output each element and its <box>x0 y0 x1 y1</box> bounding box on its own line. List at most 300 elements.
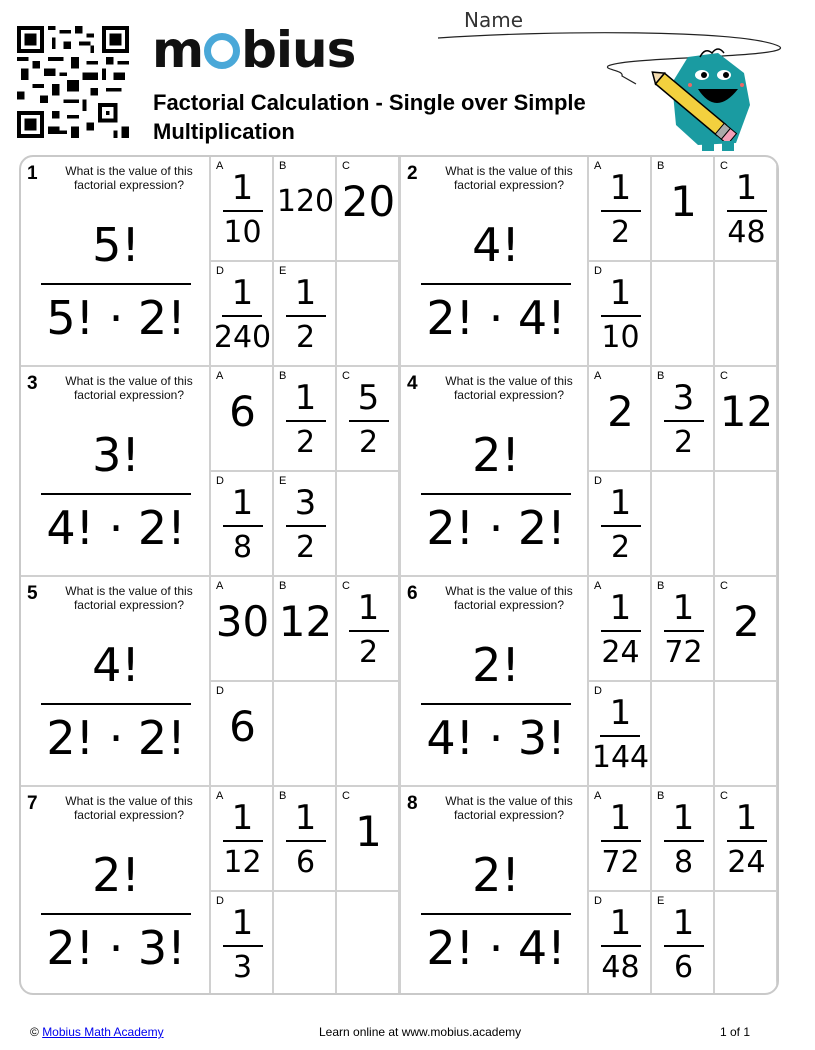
fraction-bar <box>421 283 571 285</box>
fraction-bar <box>41 493 191 495</box>
answer-denominator: 2 <box>358 424 379 460</box>
name-label: Name <box>464 8 524 32</box>
question-text: What is the value of this factorial expression? <box>445 164 573 192</box>
worksheet-title: Factorial Calculation - Single over Simple Multiplication <box>153 90 586 144</box>
empty-answer-cell <box>337 472 400 577</box>
empty-answer-cell <box>715 892 778 995</box>
answer-option-b[interactable] <box>652 157 715 262</box>
answer-numerator: 1 <box>609 902 632 943</box>
answer-numerator: 1 <box>735 167 758 208</box>
answer-numerator: 1 <box>609 482 632 523</box>
answer-content <box>715 787 778 892</box>
answer-letter: B <box>279 790 287 802</box>
empty-answer-cell <box>715 682 778 787</box>
expression-denominator: 2! · 4! <box>426 921 566 975</box>
answer-denominator: 3 <box>232 949 253 985</box>
mobius-logo <box>152 22 355 78</box>
fraction-bar <box>41 913 191 915</box>
fraction-bar <box>600 735 640 737</box>
answer-numerator: 1 <box>231 167 254 208</box>
answer-letter: D <box>216 895 224 907</box>
question-cell <box>399 367 589 577</box>
answer-value: 20 <box>341 177 396 226</box>
answer-value: 120 <box>276 184 335 219</box>
answer-content <box>652 892 715 995</box>
answer-denominator: 6 <box>673 949 694 985</box>
expression-denominator: 4! · 2! <box>46 501 186 555</box>
problem-7 <box>21 787 401 995</box>
answer-option-b[interactable] <box>274 367 337 472</box>
answer-fraction <box>223 483 263 567</box>
answer-value: 1 <box>670 177 697 226</box>
answer-option-d[interactable] <box>589 682 652 787</box>
answer-value: 2 <box>733 597 760 646</box>
answer-content <box>337 367 400 472</box>
answer-fraction <box>286 798 326 882</box>
question-text: What is the value of this factorial expression? <box>65 584 193 612</box>
expression-numerator: 2! <box>472 428 520 482</box>
answer-fraction <box>592 693 649 777</box>
answer-option-c[interactable] <box>337 787 400 892</box>
answer-option-c[interactable] <box>715 577 778 682</box>
answer-letter: A <box>594 370 602 382</box>
answer-letter: C <box>342 580 350 592</box>
answer-content <box>589 262 652 367</box>
answer-denominator: 2 <box>610 529 631 565</box>
answer-letter: E <box>657 895 665 907</box>
answer-letter: B <box>279 160 287 172</box>
answer-fraction <box>601 273 641 357</box>
answer-letter: C <box>720 160 728 172</box>
answer-letter: A <box>216 790 224 802</box>
fraction-bar <box>421 703 571 705</box>
answer-denominator: 240 <box>213 319 272 355</box>
answer-denominator: 24 <box>601 634 640 670</box>
expression-numerator: 2! <box>472 848 520 902</box>
answer-fraction <box>601 483 641 567</box>
answer-option-a[interactable] <box>589 577 652 682</box>
problem-number: 7 <box>27 793 38 814</box>
answer-denominator: 24 <box>727 844 766 880</box>
answer-content <box>211 682 274 787</box>
answer-letter: B <box>279 370 287 382</box>
answer-denominator: 2 <box>295 319 316 355</box>
answer-numerator: 3 <box>294 482 317 523</box>
fraction-bar <box>286 420 326 422</box>
answer-letter: D <box>594 265 602 277</box>
expression-denominator: 2! · 3! <box>46 921 186 975</box>
answer-letter: C <box>720 790 728 802</box>
answer-numerator: 1 <box>294 797 317 838</box>
answer-letter: B <box>657 370 665 382</box>
answer-option-b[interactable] <box>274 577 337 682</box>
answer-content <box>589 892 652 995</box>
empty-answer-cell <box>715 262 778 367</box>
answer-option-d[interactable] <box>589 892 652 995</box>
problem-4 <box>399 367 779 577</box>
answer-letter: D <box>216 475 224 487</box>
answer-content <box>274 472 337 577</box>
answer-option-a[interactable] <box>589 157 652 262</box>
answer-letter: C <box>342 370 350 382</box>
answer-option-e[interactable] <box>274 262 337 367</box>
answer-denominator: 12 <box>223 844 262 880</box>
answer-content <box>715 577 778 682</box>
answer-fraction <box>286 378 326 462</box>
answer-option-b[interactable] <box>652 787 715 892</box>
empty-answer-cell <box>337 892 400 995</box>
answer-letter: A <box>216 370 224 382</box>
answer-denominator: 72 <box>601 844 640 880</box>
answer-option-c[interactable] <box>337 367 400 472</box>
answer-content <box>274 157 337 262</box>
problem-number: 8 <box>407 793 418 814</box>
copyright-symbol: © <box>30 1025 39 1039</box>
answer-content <box>337 787 400 892</box>
question-cell <box>21 367 211 577</box>
factorial-expression <box>421 845 571 979</box>
answer-numerator: 1 <box>672 797 695 838</box>
answer-content <box>589 682 652 787</box>
answer-content <box>274 577 337 682</box>
answer-option-c[interactable] <box>715 157 778 262</box>
answer-content <box>274 787 337 892</box>
question-cell <box>21 577 211 787</box>
answer-denominator: 144 <box>591 739 650 775</box>
question-cell <box>21 157 211 367</box>
answer-option-a[interactable] <box>211 577 274 682</box>
answer-numerator: 1 <box>231 797 254 838</box>
answer-fraction <box>601 798 641 882</box>
expression-denominator: 2! · 2! <box>46 711 186 765</box>
answer-fraction <box>223 168 263 252</box>
answer-numerator: 1 <box>357 587 380 628</box>
answer-content <box>589 787 652 892</box>
answer-letter: B <box>657 160 665 172</box>
fraction-bar <box>286 840 326 842</box>
answer-numerator: 1 <box>609 692 632 733</box>
expression-denominator: 5! · 2! <box>46 291 186 345</box>
answer-value: 6 <box>229 387 256 436</box>
expression-numerator: 3! <box>92 428 140 482</box>
answer-content <box>652 367 715 472</box>
answer-numerator: 1 <box>609 587 632 628</box>
answer-content <box>652 157 715 262</box>
question-text: What is the value of this factorial expression? <box>65 794 193 822</box>
answer-value: 30 <box>215 597 270 646</box>
empty-answer-cell <box>652 682 715 787</box>
answer-fraction <box>601 588 641 672</box>
answer-letter: D <box>594 475 602 487</box>
answer-value: 12 <box>278 597 333 646</box>
fraction-bar <box>727 840 767 842</box>
answer-content <box>274 262 337 367</box>
mobius-academy-link[interactable]: Mobius Math Academy <box>42 1025 164 1039</box>
answer-option-d[interactable] <box>211 472 274 577</box>
problem-number: 5 <box>27 583 38 604</box>
answer-content <box>337 577 400 682</box>
answer-option-d[interactable] <box>589 262 652 367</box>
answer-letter: A <box>594 160 602 172</box>
answer-denominator: 48 <box>601 949 640 985</box>
fraction-bar <box>223 210 263 212</box>
fraction-bar <box>349 630 389 632</box>
answer-denominator: 8 <box>232 529 253 565</box>
expression-denominator: 4! · 3! <box>426 711 566 765</box>
empty-answer-cell <box>715 472 778 577</box>
fraction-bar <box>223 945 263 947</box>
answer-letter: C <box>720 370 728 382</box>
problem-2 <box>399 157 779 367</box>
answer-fraction <box>664 903 704 987</box>
answer-content <box>589 472 652 577</box>
empty-answer-cell <box>652 472 715 577</box>
answer-fraction <box>664 798 704 882</box>
problem-5 <box>21 577 401 787</box>
answer-numerator: 1 <box>231 482 254 523</box>
answer-option-b[interactable] <box>274 787 337 892</box>
empty-answer-cell <box>274 682 337 787</box>
factorial-expression <box>421 425 571 559</box>
answer-numerator: 1 <box>609 797 632 838</box>
answer-denominator: 10 <box>601 319 640 355</box>
answer-fraction <box>727 798 767 882</box>
fraction-bar <box>727 210 767 212</box>
answer-fraction <box>214 273 271 357</box>
answer-option-a[interactable] <box>589 787 652 892</box>
answer-fraction <box>601 903 641 987</box>
answer-value: 12 <box>719 387 774 436</box>
question-text: What is the value of this factorial expression? <box>65 164 193 192</box>
answer-denominator: 2 <box>295 424 316 460</box>
question-text: What is the value of this factorial expression? <box>445 374 573 402</box>
answer-content <box>589 367 652 472</box>
answer-numerator: 3 <box>672 377 695 418</box>
footer-copyright <box>30 1025 164 1039</box>
answer-content <box>211 157 274 262</box>
question-cell <box>21 787 211 995</box>
answer-numerator: 1 <box>609 272 632 313</box>
factorial-expression <box>41 845 191 979</box>
factorial-expression <box>421 215 571 349</box>
answer-numerator: 1 <box>294 272 317 313</box>
expression-numerator: 2! <box>92 848 140 902</box>
answer-value: 1 <box>355 807 382 856</box>
answer-denominator: 6 <box>295 844 316 880</box>
answer-option-a[interactable] <box>589 367 652 472</box>
answer-content <box>715 367 778 472</box>
answer-option-c[interactable] <box>337 157 400 262</box>
answer-content <box>337 157 400 262</box>
fraction-bar <box>664 420 704 422</box>
fraction-bar <box>664 630 704 632</box>
answer-content <box>211 472 274 577</box>
fraction-bar <box>601 630 641 632</box>
answer-numerator: 1 <box>294 377 317 418</box>
answer-letter: E <box>279 265 287 277</box>
problem-8 <box>399 787 779 995</box>
answer-letter: B <box>279 580 287 592</box>
answer-option-d[interactable] <box>211 892 274 995</box>
answer-option-b[interactable] <box>652 367 715 472</box>
problem-number: 6 <box>407 583 418 604</box>
page-number: 1 of 1 <box>720 1025 751 1039</box>
question-cell <box>399 157 589 367</box>
answer-option-b[interactable] <box>274 157 337 262</box>
fraction-bar <box>222 315 262 317</box>
qr-code-icon <box>17 26 129 138</box>
question-text: What is the value of this factorial expression? <box>445 794 573 822</box>
answer-content <box>589 157 652 262</box>
answer-letter: D <box>594 895 602 907</box>
answer-letter: B <box>657 580 665 592</box>
answer-denominator: 8 <box>673 844 694 880</box>
fraction-bar <box>664 840 704 842</box>
answer-content <box>589 577 652 682</box>
answer-letter: D <box>216 265 224 277</box>
question-cell <box>399 577 589 787</box>
answer-content <box>211 367 274 472</box>
answer-denominator: 48 <box>727 214 766 250</box>
answer-letter: E <box>279 475 287 487</box>
expression-denominator: 2! · 2! <box>426 501 566 555</box>
logo-text-end: bius <box>241 21 356 79</box>
fraction-bar <box>421 493 571 495</box>
answer-content <box>274 367 337 472</box>
answer-letter: D <box>594 685 602 697</box>
factorial-expression <box>41 425 191 559</box>
answer-option-a[interactable] <box>211 787 274 892</box>
answer-denominator: 2 <box>673 424 694 460</box>
factorial-expression <box>41 635 191 769</box>
fraction-bar <box>286 315 326 317</box>
logo-ring-icon <box>204 33 240 69</box>
fraction-bar <box>349 420 389 422</box>
answer-fraction <box>664 378 704 462</box>
problem-6 <box>399 577 779 787</box>
answer-option-e[interactable] <box>652 892 715 995</box>
fraction-bar <box>601 945 641 947</box>
mascot-icon <box>640 45 760 155</box>
answer-content <box>652 787 715 892</box>
answer-fraction <box>286 483 326 567</box>
fraction-bar <box>286 525 326 527</box>
answer-option-d[interactable] <box>211 262 274 367</box>
fraction-bar <box>601 525 641 527</box>
answer-numerator: 1 <box>231 272 254 313</box>
answer-content <box>211 787 274 892</box>
empty-answer-cell <box>274 892 337 995</box>
answer-letter: C <box>720 580 728 592</box>
answer-content <box>211 892 274 995</box>
answer-fraction <box>349 588 389 672</box>
answer-letter: C <box>342 790 350 802</box>
answer-letter: C <box>342 160 350 172</box>
problem-number: 1 <box>27 163 38 184</box>
fraction-bar <box>601 210 641 212</box>
answer-option-c[interactable] <box>715 367 778 472</box>
factorial-expression <box>421 635 571 769</box>
expression-numerator: 4! <box>92 638 140 692</box>
fraction-bar <box>421 913 571 915</box>
fraction-bar <box>41 703 191 705</box>
answer-content <box>211 577 274 682</box>
fraction-bar <box>223 525 263 527</box>
factorial-expression <box>41 215 191 349</box>
answer-numerator: 5 <box>357 377 380 418</box>
answer-value: 2 <box>607 387 634 436</box>
empty-answer-cell <box>652 262 715 367</box>
answer-option-d[interactable] <box>589 472 652 577</box>
answer-option-c[interactable] <box>715 787 778 892</box>
answer-fraction <box>286 273 326 357</box>
answer-fraction <box>349 378 389 462</box>
answer-letter: A <box>594 580 602 592</box>
expression-numerator: 5! <box>92 218 140 272</box>
answer-option-a[interactable] <box>211 157 274 262</box>
answer-fraction <box>223 798 263 882</box>
answer-option-e[interactable] <box>274 472 337 577</box>
footer-learn-online: Learn online at www.mobius.academy <box>319 1025 522 1039</box>
answer-numerator: 1 <box>735 797 758 838</box>
answer-denominator: 2 <box>610 214 631 250</box>
answer-numerator: 1 <box>672 587 695 628</box>
answer-letter: D <box>216 685 224 697</box>
answer-option-d[interactable] <box>211 682 274 787</box>
fraction-bar <box>601 315 641 317</box>
question-text: What is the value of this factorial expression? <box>445 584 573 612</box>
expression-denominator: 2! · 4! <box>426 291 566 345</box>
answer-option-a[interactable] <box>211 367 274 472</box>
answer-content <box>211 262 274 367</box>
answer-letter: B <box>657 790 665 802</box>
answer-fraction <box>664 588 704 672</box>
answer-content <box>652 577 715 682</box>
problem-3 <box>21 367 401 577</box>
empty-answer-cell <box>337 262 400 367</box>
answer-content <box>715 157 778 262</box>
answer-option-c[interactable] <box>337 577 400 682</box>
problem-1 <box>21 157 401 367</box>
fraction-bar <box>223 840 263 842</box>
answer-fraction <box>223 903 263 987</box>
question-text: What is the value of this factorial expression? <box>65 374 193 402</box>
problem-grid <box>19 155 779 995</box>
answer-letter: A <box>216 580 224 592</box>
problem-number: 3 <box>27 373 38 394</box>
answer-value: 6 <box>229 702 256 751</box>
answer-numerator: 1 <box>672 902 695 943</box>
expression-numerator: 4! <box>472 218 520 272</box>
answer-letter: A <box>594 790 602 802</box>
answer-denominator: 72 <box>664 634 703 670</box>
answer-fraction <box>727 168 767 252</box>
answer-numerator: 1 <box>609 167 632 208</box>
empty-answer-cell <box>337 682 400 787</box>
answer-denominator: 2 <box>358 634 379 670</box>
answer-fraction <box>601 168 641 252</box>
question-cell <box>399 787 589 995</box>
problem-number: 2 <box>407 163 418 184</box>
answer-denominator: 10 <box>223 214 262 250</box>
fraction-bar <box>664 945 704 947</box>
fraction-bar <box>601 840 641 842</box>
answer-numerator: 1 <box>231 902 254 943</box>
fraction-bar <box>41 283 191 285</box>
answer-denominator: 2 <box>295 529 316 565</box>
answer-option-b[interactable] <box>652 577 715 682</box>
expression-numerator: 2! <box>472 638 520 692</box>
